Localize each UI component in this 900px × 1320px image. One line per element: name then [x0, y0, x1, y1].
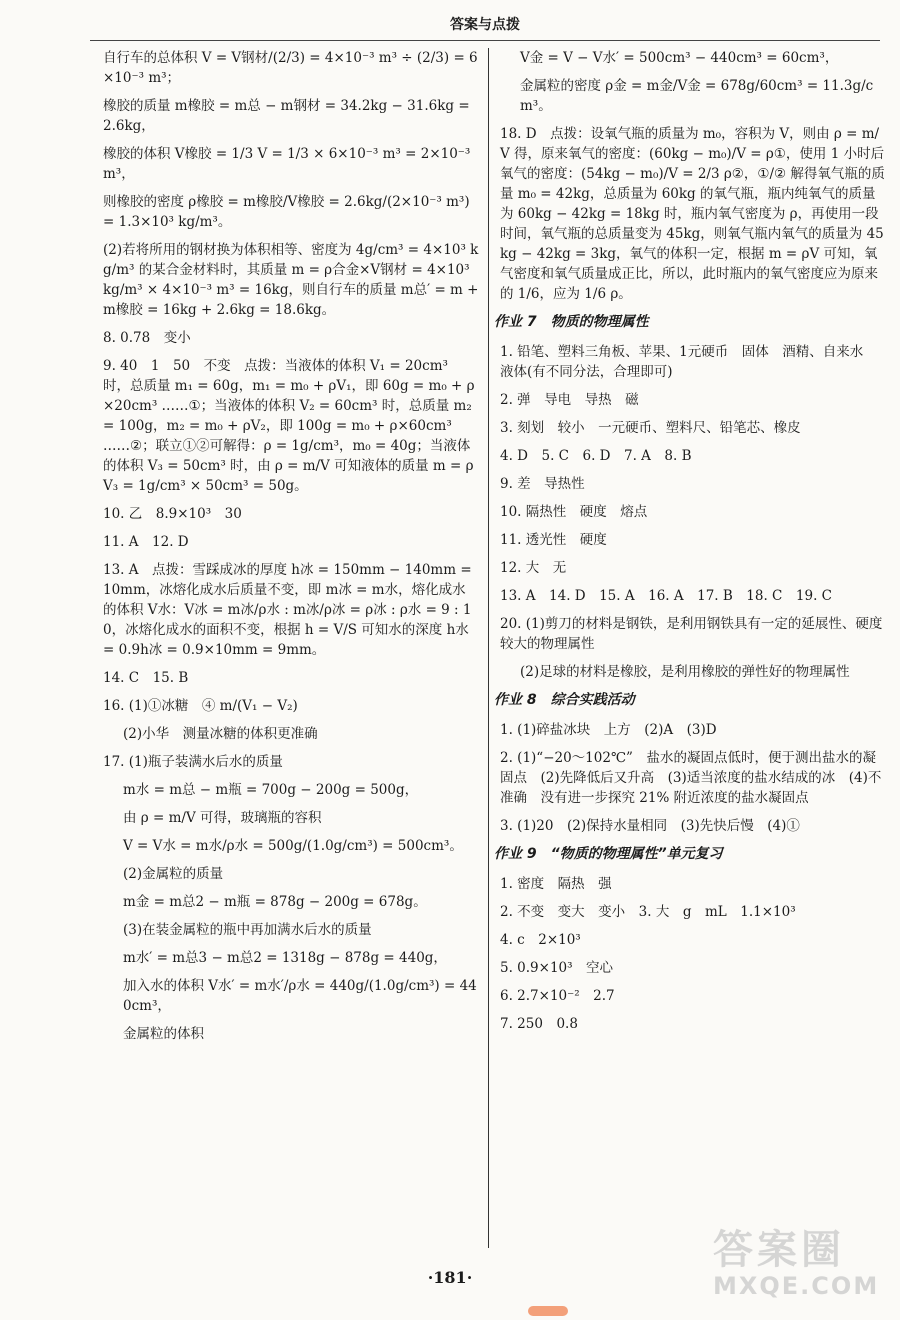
answer-line: 自行车的总体积 V = V钢材/(2/3) = 4×10⁻³ m³ ÷ (2/3) = 6×10⁻³ m³；: [103, 50, 478, 86]
section-title-7: 作业 7 物质的物理属性: [494, 314, 649, 330]
answer-line: (2)足球的材料是橡胶，是利用橡胶的弹性好的物理属性: [520, 664, 850, 680]
answer-line: 7. 250 0.8: [500, 1016, 578, 1032]
answer-line: 20. (1)剪刀的材料是钢铁，是利用钢铁具有一定的延展性、硬度较大的物理属性: [500, 616, 883, 652]
answer-line: (3)在装金属粒的瓶中再加满水后水的质量: [123, 922, 372, 938]
bottom-mark: [528, 1306, 568, 1316]
answer-line: m水 = m总 − m瓶 = 700g − 200g = 500g，: [123, 782, 419, 798]
section-title-9: 作业 9 “物质的物理属性”单元复习: [494, 846, 723, 862]
watermark-text: 答案圈: [713, 1227, 845, 1273]
answer-10: 10. 乙 8.9×10³ 30: [103, 506, 242, 522]
answer-line: m金 = m总2 − m瓶 = 878g − 200g = 678g。: [123, 894, 427, 910]
answer-11-12: 11. A 12. D: [103, 534, 189, 550]
answer-line: 4. c 2×10³: [500, 932, 581, 948]
answer-line: 10. 隔热性 硬度 熔点: [500, 504, 648, 520]
answer-line: 1. 铅笔、塑料三角板、苹果、1元硬币 固体 酒精、自来水 液体(有不同分法，合理即可): [500, 344, 877, 380]
answer-line: 4. D 5. C 6. D 7. A 8. B: [500, 448, 692, 464]
answer-line: 12. 大 无: [500, 560, 567, 576]
watermark-logo: [713, 1228, 888, 1306]
answer-16: 16. (1)①冰糖 ④ m/(V₁ − V₂): [103, 698, 298, 714]
answer-line: (2)金属粒的质量: [123, 866, 224, 882]
answer-9: 9. 40 1 50 不变 点拨：当液体的体积 V₁ = 20cm³ 时，总质量 m₁ = 60g，m₁ = m₀ + ρV₁，即 60g = m₀ + ρ×20cm³ ……①；当液体的体积 V₂ = 60cm³ 时，总质量 m₂ = 100g，m₂ = m₀ + ρV₂，即 100g = m₀ + ρ×60cm³ ……②；联立①②可解得：ρ = 1g/cm³，m₀ = 40g；当液体的体积 V₃ = 50cm³ 时，由 ρ = m/V 可知液体的质量 m = ρV₃ = 1g/cm³ × 50cm³ = 50g。: [103, 358, 475, 494]
answer-line: 则橡胶的密度 ρ橡胶 = m橡胶/V橡胶 = 2.6kg/(2×10⁻³ m³) = 1.3×10³ kg/m³。: [103, 194, 470, 230]
answer-line: 橡胶的质量 m橡胶 = m总 − m钢材 = 34.2kg − 31.6kg = 2.6kg，: [103, 98, 470, 134]
answer-line: 11. 透光性 硬度: [500, 532, 607, 548]
answer-line: 5. 0.9×10³ 空心: [500, 960, 614, 976]
answer-line: m水′ = m总3 − m总2 = 1318g − 878g = 440g，: [123, 950, 447, 966]
answer-17: 17. (1)瓶子装满水后水的质量: [103, 754, 283, 770]
answer-line: 3. 刻划 较小 一元硬币、塑料尺、铅笔芯、橡皮: [500, 420, 801, 436]
answer-line: 3. (1)20 (2)保持水量相同 (3)先快后慢 (4)①: [500, 818, 800, 834]
answer-13: 13. A 点拨：雪踩成冰的厚度 h冰 = 150mm − 140mm = 10mm，冰熔化成水后质量不变，即 m冰 = m水，熔化成水的体积 V水：V冰 = m冰/ρ水 : m冰/ρ冰 = ρ冰 : ρ水 = 9 : 10，冰熔化成水的面积不变，根据 h = V/S 可知水的深度 h水 = 0.9h冰 = 0.9×10mm = 9mm。: [103, 562, 472, 658]
answer-line: V = V水 = m水/ρ水 = 500g/(1.0g/cm³) = 500cm³。: [123, 838, 463, 854]
answer-line: 金属粒的密度 ρ金 = m金/V金 = 678g/60cm³ = 11.3g/cm³。: [520, 78, 874, 114]
page-number: ·181·: [427, 1268, 473, 1287]
answer-line: 2. (1)“−20～102℃” 盐水的凝固点低时，便于测出盐水的凝固点 (2)先降低后又升高 (3)适当浓度的盐水结成的冰 (4)不准确 没有进一步探究 21% 附近浓度的盐水凝固点: [500, 750, 882, 806]
left-column: [103, 48, 479, 1052]
answer-line: 加入水的体积 V水′ = m水′/ρ水 = 440g/(1.0g/cm³) = 440cm³，: [123, 978, 477, 1014]
answer-line: V金 = V − V水′ = 500cm³ − 440cm³ = 60cm³，: [520, 50, 839, 66]
answer-8: 8. 0.78 变小: [103, 330, 191, 346]
answer-line: 金属粒的体积: [123, 1026, 204, 1042]
answer-line: 9. 差 导热性: [500, 476, 585, 492]
column-divider: [488, 48, 489, 1248]
answer-line: 橡胶的体积 V橡胶 = 1/3 V = 1/3 × 6×10⁻³ m³ = 2×10⁻³ m³，: [103, 146, 471, 182]
answer-line: 2. 弹 导电 导热 磁: [500, 392, 639, 408]
answer-18: 18. D 点拨：设氧气瓶的质量为 m₀，容积为 V，则由 ρ = m/V 得，原来氧气的密度：(60kg − m₀)/V = ρ①，使用 1 小时后氧气的密度：(54kg − m₀)/V = 2/3 ρ②，①/② 解得氧气瓶的质量 m₀ = 42kg，总质量为 60kg 的氧气瓶，瓶内纯氧气的质量为 60kg − 42kg = 18kg 时，瓶内氧气密度为 ρ，再使用一段时间，氧气瓶的总质量变为 45kg，则氧气瓶内氧气的质量为 45kg − 42kg = 3kg，氧气的体积一定，根据 m = ρV 可知，氧气密度和氧气质量成正比，所以，此时瓶内的氧气密度应为原来的 1/6，应为 1/6 ρ。: [500, 126, 885, 302]
watermark-url: MXQE.COM: [713, 1272, 880, 1300]
answer-line: 6. 2.7×10⁻² 2.7: [500, 988, 615, 1004]
section-title-8: 作业 8 综合实践活动: [494, 692, 635, 708]
page-header: 答案与点拨: [90, 10, 880, 41]
answer-line: 由 ρ = m/V 可得，玻璃瓶的容积: [123, 810, 322, 826]
answer-14-15: 14. C 15. B: [103, 670, 189, 686]
right-column: [494, 48, 886, 1042]
answer-16-2: (2)小华 测量冰糖的体积更准确: [123, 726, 318, 742]
answer-line: 1. (1)碎盐冰块 上方 (2)A (3)D: [500, 722, 717, 738]
answer-line: 1. 密度 隔热 强: [500, 876, 612, 892]
answer-line: 2. 不变 变大 变小 3. 大 g mL 1.1×10³: [500, 904, 796, 920]
answer-line: 13. A 14. D 15. A 16. A 17. B 18. C 19. C: [500, 588, 832, 604]
answer-line: (2)若将所用的钢材换为体积相等、密度为 4g/cm³ = 4×10³ kg/m³ 的某合金材料时，其质量 m = ρ合金×V钢材 = 4×10³ kg/m³ × 4×10⁻³ m³ = 16kg，则自行车的质量 m总′ = m + m橡胶 = 16kg + 2.6kg = 18.6kg。: [103, 242, 479, 318]
